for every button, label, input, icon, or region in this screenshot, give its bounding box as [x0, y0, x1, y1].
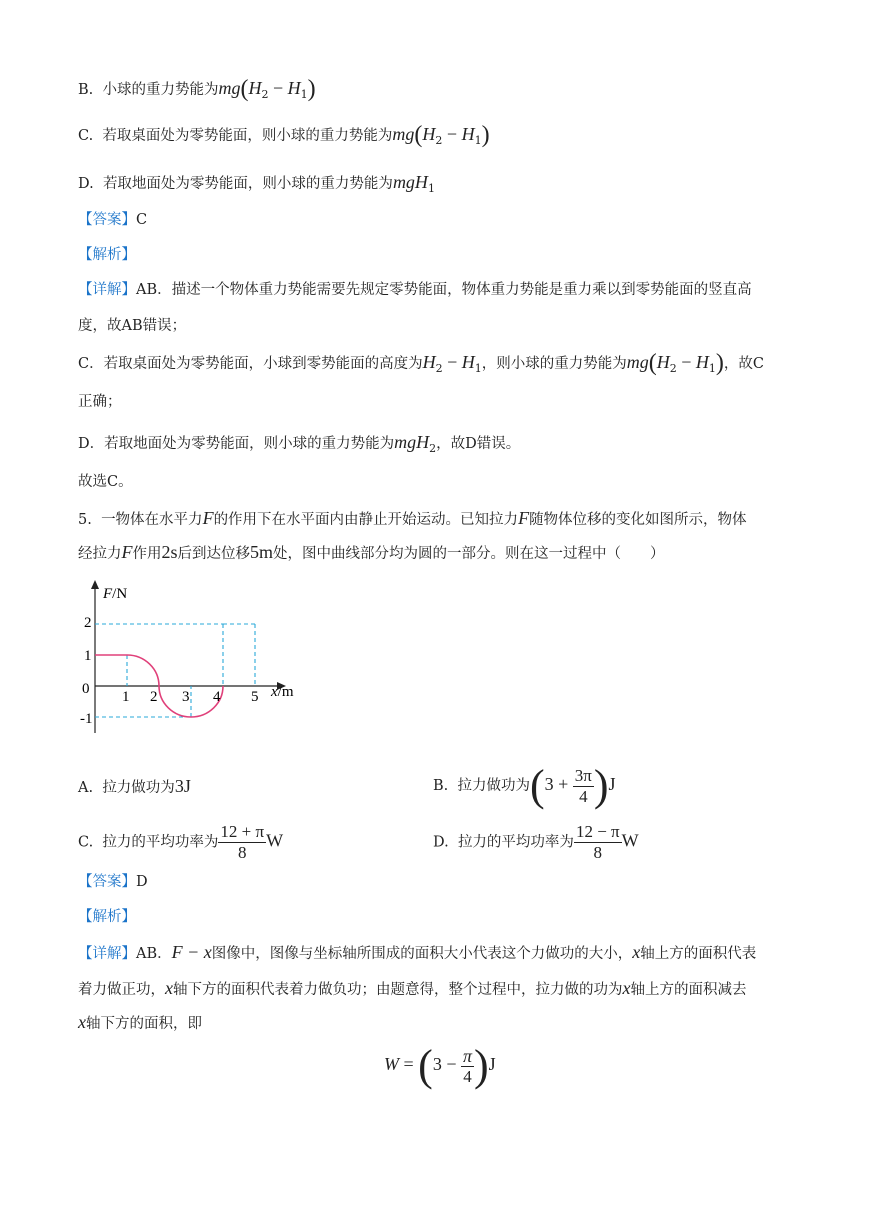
- option-b-q4: B. 小球的重力势能为$mg(H_2 - H_1)$: [78, 76, 316, 102]
- option-b-q5: B. 拉力做功为(3 + $\frac{3\pi}{4}$ )J: [433, 761, 616, 810]
- x-tick-2: 2: [150, 689, 158, 705]
- y-axis-label: F/N: [103, 586, 128, 602]
- y-tick-neg1: -1: [80, 711, 93, 727]
- detail-q5-line3: x轴下方的面积，即: [78, 1012, 202, 1032]
- option-d-q5: D. 拉力的平均功率为 $\frac{12 - \pi}{8}$ W: [433, 822, 639, 862]
- option-d-q4: D. 若取地面处为零势能面，则小球的重力势能为mgH$_1$: [78, 172, 435, 195]
- option-c-q4: C. 若取桌面处为零势能面，则小球的重力势能为$mg(H_2 - H_1)$: [78, 122, 490, 148]
- x-tick-3: 3: [182, 689, 190, 705]
- option-a-q5: A. 拉力做功为3J: [78, 776, 191, 796]
- x-axis-label: x/m: [271, 684, 294, 700]
- detail-q4-ab-line1: 【详解】AB．描述一个物体重力势能需要先规定零势能面，物体重力势能是重力乘以到零势能面的竖直高: [78, 282, 752, 298]
- detail-q4-d: D．若取地面处为零势能面，则小球的重力势能为mgH$_2$，故D错误。: [78, 432, 521, 455]
- detail-q5-line2: 着力做正功，x轴下方的面积代表着力做负功；由题意得，整个过程中，拉力做的功为x轴上方的面积减去: [78, 978, 747, 998]
- y-tick-1: 1: [84, 648, 92, 664]
- detail-q4-c-line1: C．若取桌面处为零势能面，小球到零势能面的高度为$H_2 - H_1$，则小球的重力势能为$mg(H_2 - H_1)$，故C: [78, 350, 765, 376]
- detail-q5-line1: 【详解】AB．F − x图像中，图像与坐标轴所围成的面积大小代表这个力做功的大小，x轴上方的面积代表: [78, 942, 757, 962]
- question5-line2: 经拉力F作用2s后到达位移5m处，图中曲线部分均为圆的一部分。则在这一过程中（ ）: [78, 542, 665, 562]
- y-tick-0: 0: [82, 681, 90, 697]
- answer-q5: 【答案】D: [78, 874, 148, 890]
- detail-q4-c-line2: 正确；: [78, 394, 122, 410]
- y-axis-arrow: [91, 580, 99, 589]
- analysis-tag-q5: 【解析】: [78, 909, 136, 925]
- y-tick-2: 2: [84, 615, 92, 631]
- detail-q4-conclusion: 故选C。: [78, 474, 133, 490]
- question5-line1: 5. 一物体在水平力F的作用下在水平面内由静止开始运动。已知拉力F随物体位移的变化如图所示，物体: [78, 508, 747, 528]
- x-tick-1: 1: [122, 689, 130, 705]
- x-tick-4: 4: [213, 689, 221, 705]
- answer-q4: 【答案】C: [78, 212, 148, 228]
- work-equation: W = (3 − $\frac{\pi}{4}$ )J: [384, 1041, 496, 1090]
- detail-q4-ab-line2: 度，故AB错误；: [78, 318, 187, 334]
- option-c-q5: C. 拉力的平均功率为 $\frac{12 + \pi}{8}$ W: [78, 822, 284, 862]
- x-tick-5: 5: [251, 689, 259, 705]
- analysis-tag-q4: 【解析】: [78, 247, 136, 263]
- force-displacement-graph: [80, 578, 320, 738]
